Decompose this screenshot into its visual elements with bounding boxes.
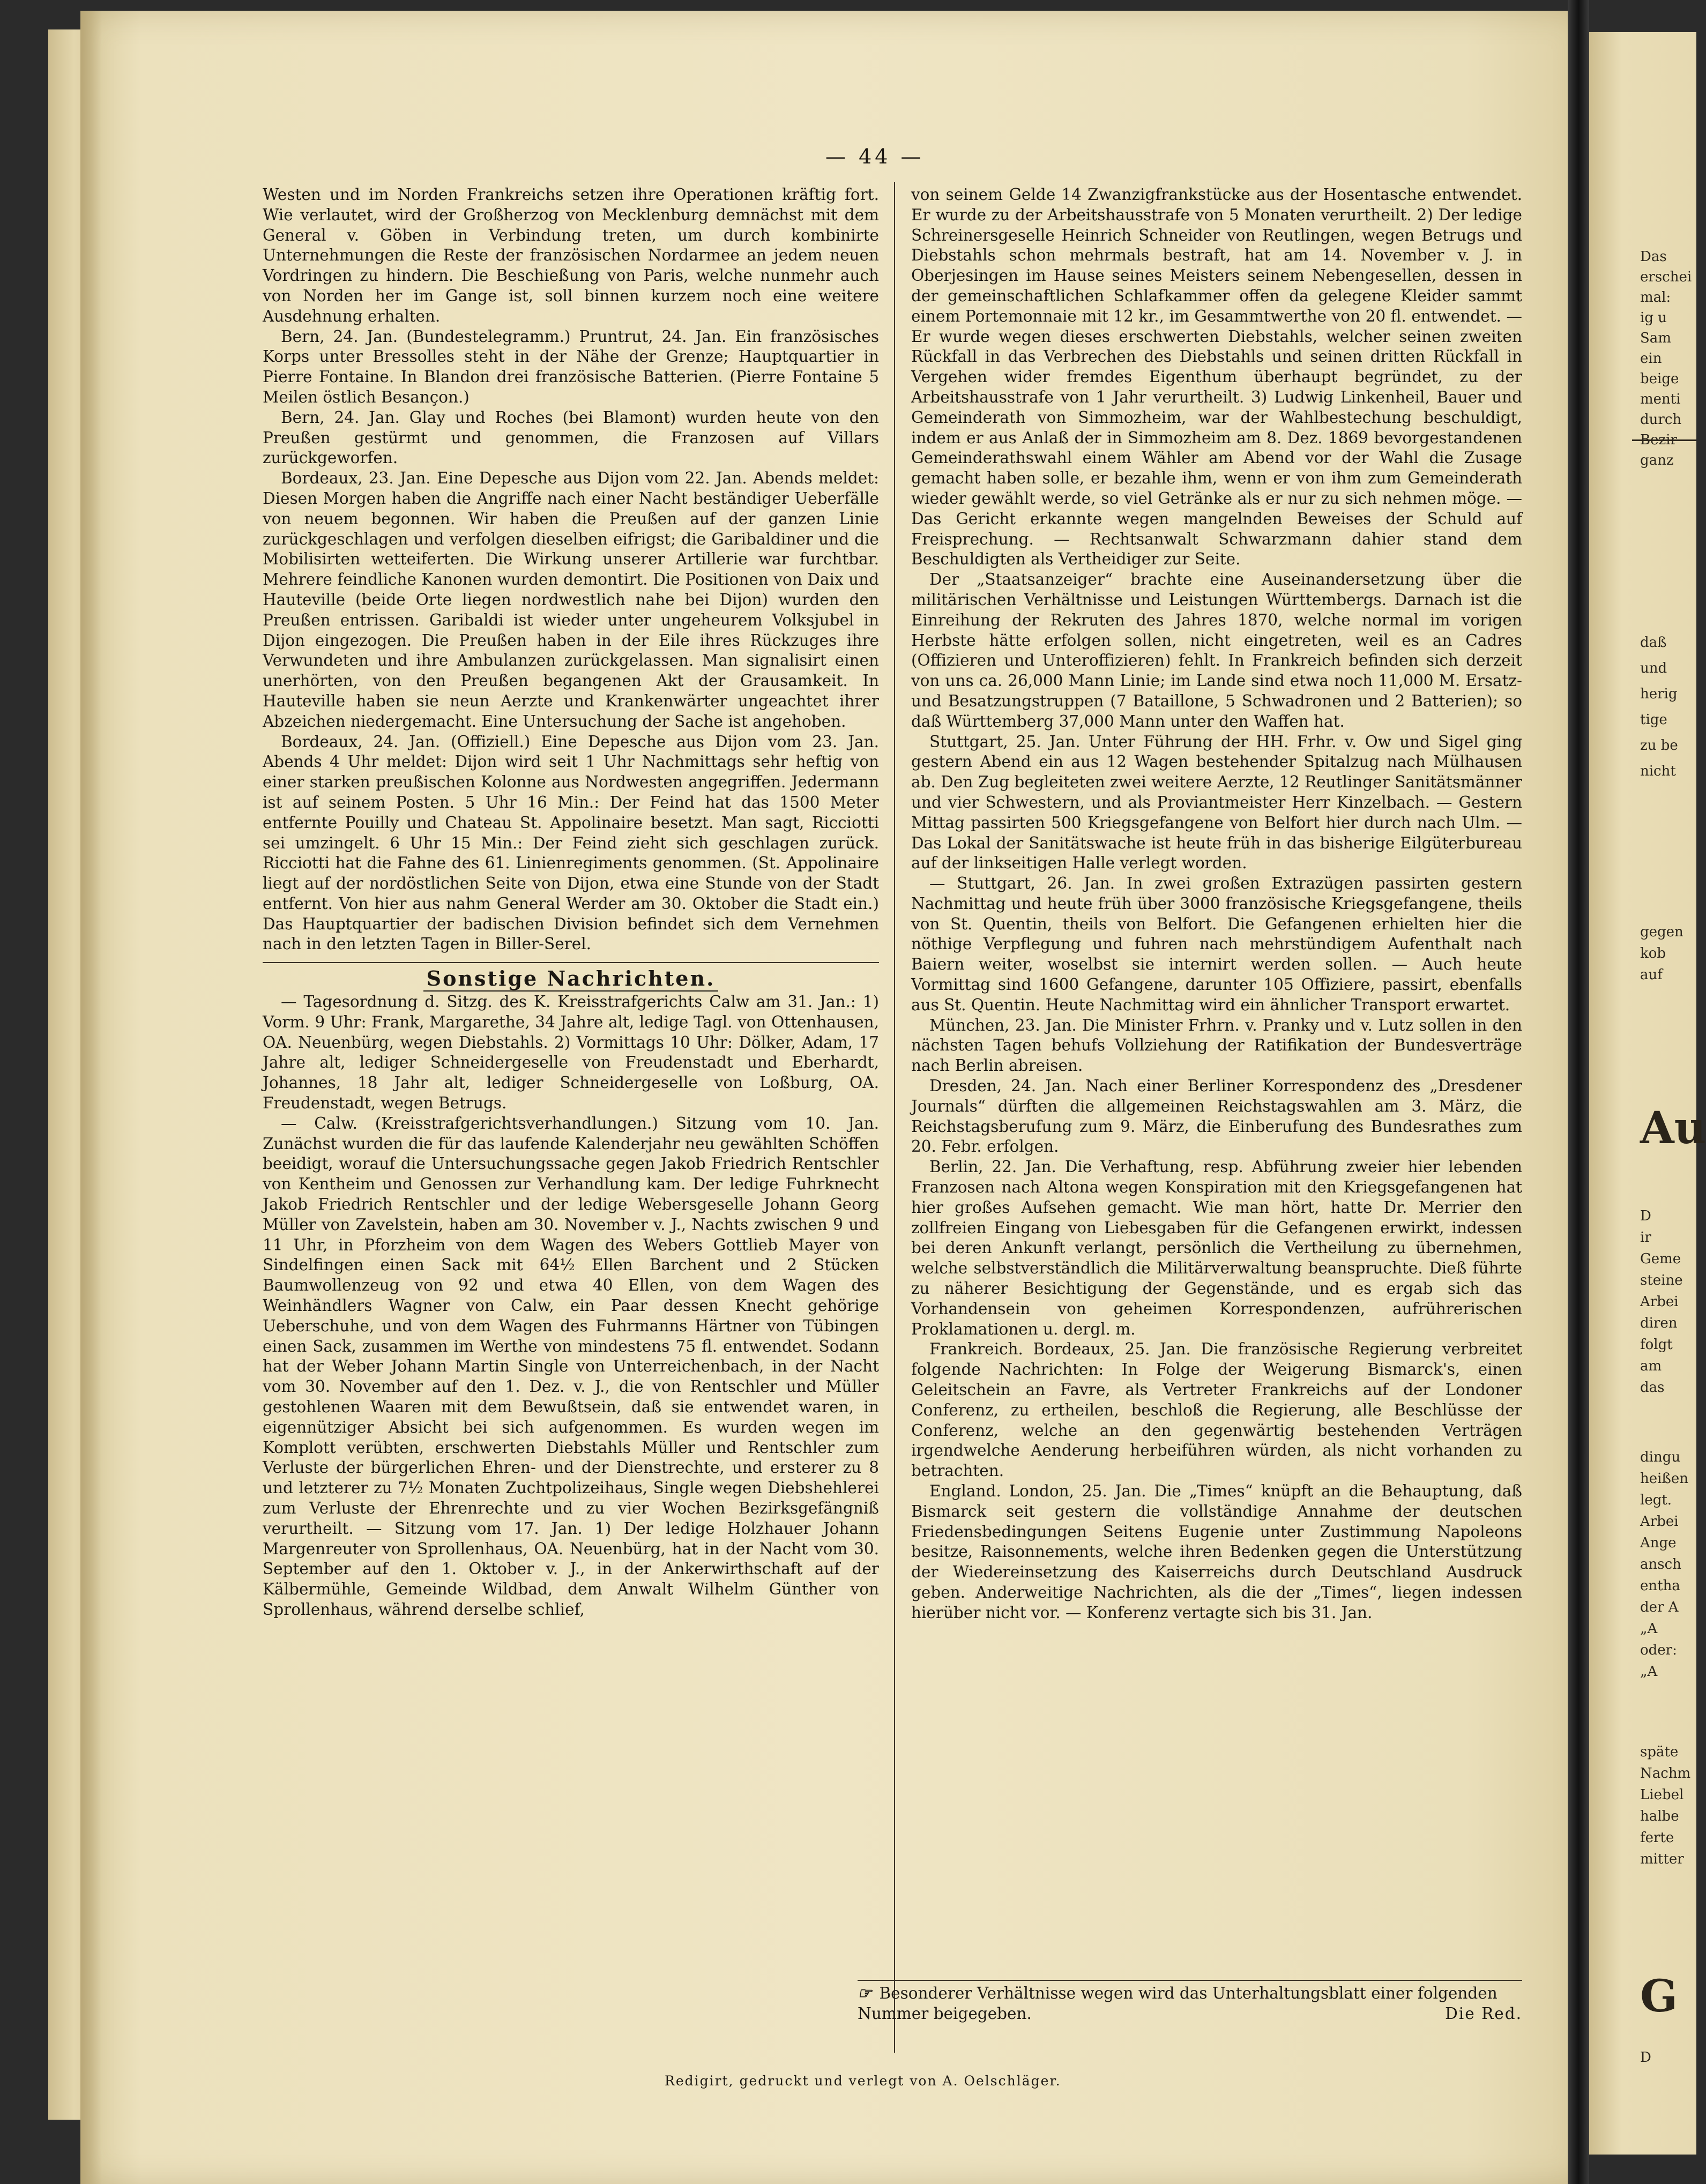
adjacent-text-fragment: Geme: [1640, 1251, 1681, 1267]
adjacent-text-fragment: halbe: [1640, 1808, 1679, 1824]
notice-text: Besonderer Verhältnisse wegen wird das Unterhaltungsblatt einer folgenden Nummer beigegeben.: [858, 1984, 1498, 2023]
adjacent-text-fragment: beige: [1640, 371, 1679, 387]
article-paragraph: England. London, 25. Jan. Die „Times“ knüpft an die Behauptung, daß Bismarck seit gestern die vollständige Annahme der deutschen Friedensbedingungen Seitens Eugenie unter Zustimmung Napoleons besitze, Raisonnements, welche ihren Bedenken gegen die Unterstützung der Wiedereinsetzung des Kaiserreichs durch Deutschland Ausdruck geben. Anderweitige Nachrichten, als die der „Times“, liegen indessen hierüber nicht vor. — Konferenz vertagte sich bis 31. Jan.: [911, 1482, 1522, 1622]
adjacent-text-fragment: „A: [1640, 1664, 1658, 1680]
adjacent-text-fragment: mitter: [1640, 1851, 1684, 1867]
right-column: [911, 185, 1522, 1623]
article-paragraph: Dresden, 24. Jan. Nach einer Berliner Korrespondenz des „Dresdener Journals“ dürften die allgemeinen Reichstagswahlen am 3. März, die Reichstagsberufung zum 9. März, die Einberufung des Bundesrathes zum 20. Febr. erfolgen.: [911, 1077, 1522, 1156]
adjacent-text-fragment: menti: [1640, 391, 1681, 407]
adjacent-text-fragment: dingu: [1640, 1449, 1681, 1465]
article-paragraph: Westen und im Norden Frankreichs setzen ihre Operationen kräftig fort. Wie verlautet, wird der Großherzog von Mecklenburg demnächst mit dem General v. Göben in Verbindung treten, um durch kombinirte Unternehmungen die Reste der französischen Nordarmee an jedem neuen Vordringen zu hindern. Die Beschießung von Paris, welche nunmehr auch von Norden her im Gange ist, soll binnen kurzem noch eine weitere Ausdehnung erhalten.: [263, 185, 879, 325]
article-paragraph: Der „Staatsanzeiger“ brachte eine Auseinandersetzung über die militärischen Verhältnisse und Leistungen Württembergs. Darnach ist die Einreihung der Rekruten des Jahres 1870, welche normal im vorigen Herbste hätte erfolgen sollen, nicht eingetreten, weil es an Cadres (Offizieren und Unteroffizieren) fehlt. In Frankreich befinden sich derzeit von uns ca. 26,000 Mann Linie; im Lande sind etwa noch 11,000 M. Ersatz- und Besatzungstruppen (7 Bataillone, 5 Schwadronen und 2 Batterien); so daß Württemberg 37,000 Mann unter den Waffen hat.: [911, 570, 1522, 731]
adjacent-text-fragment: oder:: [1640, 1642, 1677, 1658]
adjacent-text-fragment: zu be: [1640, 737, 1678, 754]
adjacent-text-fragment: daß: [1640, 635, 1667, 651]
left-column: [263, 185, 879, 1620]
adjacent-text-fragment: am: [1640, 1358, 1662, 1374]
article-paragraph: — Calw. (Kreisstrafgerichtsverhandlungen.) Sitzung vom 10. Jan. Zunächst wurden die für das laufende Kalenderjahr neu gewählten Schöffen beeidigt, worauf die Untersuchungssache gegen Jakob Friedrich Rentschler von Kentheim und Genossen zur Verhandlung kam. Der ledige Fuhrknecht Jakob Friedrich Rentschler und der ledige Webersgeselle Johann Georg Müller von Zavelstein, haben am 30. November v. J., Nachts zwischen 9 und 11 Uhr, in Pforzheim von dem Wagen des Webers Gottlieb Mayer von Sindelfingen einen Sack mit 64½ Ellen Barchent und 2 Stücken Baumwollenzeug von 92 und etwa 40 Ellen, von dem Wagen des Weinhändlers Wagner von Calw, ein Paar dessen Knecht gehörige Ueberschuhe, und von dem Wagen des Fuhrmanns Härtner von Tübingen einen Sack, zusammen im Werthe von mindestens 75 fl. entwendet. Sodann hat der Weber Johann Martin Single von Unterreichenbach, in der Nacht vom 30. November auf den 1. Dez. v. J., die von Rentschler und Müller gestohlenen Waaren mit dem Bewußtsein, daß sie entwendet waren, in eigennütziger Absicht bei sich aufgenommen. Es wurden wegen im Komplott verübten, erschwerten Diebstahls Müller und Rentschler zum Verluste der bürgerlichen Ehren- und der Dienstrechte, und ersterer zu 8 und letzterer zu 7½ Monaten Zuchtpolizeihaus, Single wegen Diebshehlerei zum Verluste der Ehrenrechte und zu vier Wochen Bezirksgefängniß verurtheilt. — Sitzung vom 17. Jan. 1) Der ledige Holzhauer Johann Margenreuter von Sprollenhaus, OA. Neuenbürg, hat in der Nacht vom 30. September auf den 1. Oktober v. J., in der Ankerwirthschaft auf der Kälbermühle, Gemeinde Wildbad, dem Anwalt Wilhelm Günther von Sprollenhaus, während derselbe schlief,: [263, 1114, 879, 1619]
section-divider: [263, 962, 879, 963]
page-gutter-shadow: [80, 11, 102, 2184]
adjacent-text-fragment: Das: [1640, 249, 1667, 265]
adjacent-text-fragment: kob: [1640, 945, 1666, 961]
page-number: — 44 —: [825, 145, 925, 168]
adjacent-text-fragment: Nachm: [1640, 1765, 1691, 1782]
article-paragraph: Bordeaux, 23. Jan. Eine Depesche aus Dijon vom 22. Jan. Abends meldet: Diesen Morgen haben die Angriffe nach einer Nacht beständiger Ueberfälle von neuem begonnen. Wir haben die Preußen auf der ganzen Linie zurückgeschlagen und verfolgen dieselben eifrigst; die Garibaldiner und die Mobilisirten wetteiferten. Die Wirkung unserer Artillerie war furchtbar. Mehrere feindliche Kanonen wurden demontirt. Die Positionen von Daix und Hauteville (beide Orte liegen nordwestlich nahe bei Dijon) wurden den Preußen entrissen. Garibaldi ist wieder unter ungeheurem Volksjubel in Dijon eingezogen. Die Preußen haben in der Eile ihres Rückzuges ihre Verwundeten und ihre Ambulanzen zurückgelassen. Man signalisirt einen unerhörten, von den Preußen begangenen Akt der Grausamkeit. In Hauteville haben sie neun Aerzte und Krankenwärter ungeachtet ihrer Abzeichen niedergemacht. Eine Untersuchung der Sache ist angehoben.: [263, 469, 879, 731]
adjacent-headline-a: Au: [1640, 1102, 1706, 1154]
adjacent-text-fragment: „A: [1640, 1621, 1658, 1637]
pointing-hand-icon: ☞: [858, 1984, 872, 2002]
adjacent-text-fragment: auf: [1640, 967, 1663, 983]
adjacent-text-fragment: und: [1640, 660, 1667, 676]
adjacent-text-fragment: ir: [1640, 1229, 1651, 1246]
article-paragraph: Frankreich. Bordeaux, 25. Jan. Die französische Regierung verbreitet folgende Nachrichten: In Folge der Weigerung Bismarck's, einen Geleitschein an Favre, als Vertreter Frankreichs auf der Londoner Conferenz, zu ertheilen, beschloß die Regierung, alle Beschlüsse der Conferenz, welche an den gegenwärtig bestehenden Verträgen irgendwelche Aenderung herbeiführen würden, als nicht vorhanden zu betrachten.: [911, 1340, 1522, 1480]
adjacent-text-fragment: erschei: [1640, 269, 1692, 285]
adjacent-text-fragment: Liebel: [1640, 1787, 1684, 1803]
adjacent-text-fragment: Ange: [1640, 1535, 1677, 1551]
adjacent-text-fragment: Arbei: [1640, 1294, 1679, 1310]
adjacent-text-fragment: tige: [1640, 712, 1667, 728]
section-title-text: Sonstige Nachrichten.: [423, 966, 719, 992]
adjacent-text-fragment: ferte: [1640, 1830, 1674, 1846]
adjacent-text-fragment: nicht: [1640, 763, 1676, 779]
column-rule: [894, 182, 895, 2053]
adjacent-text-fragment: gegen: [1640, 924, 1683, 940]
adjacent-text-fragment: Arbei: [1640, 1514, 1679, 1530]
adjacent-text-fragment: D: [1640, 1208, 1651, 1224]
article-paragraph: — Tagesordnung d. Sitzg. des K. Kreisstrafgerichts Calw am 31. Jan.: 1) Vorm. 9 Uhr: Frank, Margarethe, 34 Jahre alt, ledige Tagl. von Ottenhausen, OA. Neuenbürg, wegen Diebstahls. 2) Vormittags 10 Uhr: Dölker, Adam, 17 Jahre alt, lediger Schneidergeselle von Freudenstadt und Eberhardt, Johannes, 18 Jahr alt, lediger Schneidergeselle von Loßburg, OA. Freudenstadt, wegen Betrugs.: [263, 993, 879, 1113]
adjacent-text-fragment: ganz: [1640, 452, 1674, 468]
adjacent-text-fragment: ig u: [1640, 310, 1667, 326]
adjacent-text-fragment: folgt: [1640, 1337, 1673, 1353]
adjacent-text-fragment: der A: [1640, 1599, 1679, 1615]
adjacent-text-fragment: mal:: [1640, 289, 1671, 305]
adjacent-text-fragment: diren: [1640, 1315, 1678, 1331]
editorial-notice: [858, 1983, 1522, 2024]
imprint-line: Redigirt, gedruckt und verlegt von A. Oelschläger.: [665, 2073, 1061, 2089]
article-paragraph: Stuttgart, 25. Jan. Unter Führung der HH. Frhr. v. Ow und Sigel ging gestern Abend ein aus 12 Wagen bestehender Spitalzug nach Mülhausen ab. Den Zug begleiteten zwei weitere Aerzte, 12 Reutlinger Sanitätsmänner und vier Schwestern, und als Proviantmeister Herr Kinzelbach. — Gestern Mittag passirten 500 Kriegsgefangene von Belfort hier durch nach Ulm. — Das Lokal der Sanitätswache ist heute früh in das bisherige Eilgüterbureau auf der linkseitigen Halle verlegt worden.: [911, 732, 1522, 873]
article-paragraph: Bordeaux, 24. Jan. (Offiziell.) Eine Depesche aus Dijon vom 23. Jan. Abends 4 Uhr meldet: Dijon wird seit 1 Uhr Nachmittags sehr heftig von einer starken preußischen Kolonne aus Nordwesten angegriffen. Jedermann ist auf seinem Posten. 5 Uhr 16 Min.: Der Feind hat das 1500 Meter entfernte Pouilly und Chateau St. Appolinaire besetzt. Man sagt, Ricciotti sei umzingelt. 6 Uhr 15 Min.: Der Feind zieht sich geschlagen zurück. Ricciotti hat die Fahne des 61. Linienregiments genommen. (St. Appolinaire liegt auf der nordöstlichen Seite von Dijon, etwa eine Stunde von der Stadt entfernt. Von hier aus nahm General Werder am 30. Oktober die Stadt ein.) Das Hauptquartier der badischen Division befindet sich dem Vernehmen nach in den letzten Tagen in Biller-Serel.: [263, 732, 879, 953]
adjacent-text-fragment: ansch: [1640, 1556, 1681, 1572]
adjacent-text-fragment: steine: [1640, 1272, 1683, 1288]
adjacent-text-fragment: heißen: [1640, 1471, 1688, 1487]
adjacent-text-fragment: das: [1640, 1380, 1665, 1396]
section-title: [263, 968, 879, 989]
adjacent-page-fragment: [1589, 32, 1706, 2155]
adjacent-headline-b: G: [1640, 1971, 1678, 2022]
adjacent-text-fragment: herig: [1640, 686, 1678, 702]
article-paragraph: Bern, 24. Jan. Glay und Roches (bei Blamont) wurden heute von den Preußen gestürmt und genommen, die Franzosen auf Villars zurückgeworfen.: [263, 408, 879, 467]
article-paragraph: Berlin, 22. Jan. Die Verhaftung, resp. Abführung zweier hier lebenden Franzosen nach Altona wegen Konspiration mit den Kriegsgefangenen hat hier großes Aufsehen gemacht. Wie man hört, hatte Dr. Merrier den zollfreien Eingang von Liebesgaben für die Gefangenen erwirkt, indessen bei deren Ankunft verlangt, persönlich die Vertheilung zu übernehmen, welche selbstverständlich die Militärverwaltung beanspruchte. Dieß führte zu näherer Besichtigung der Gegenstände, und es ergab sich das Vorhandensein von geheimen Korrespondenzen, aufrührerischen Proklamationen u. dergl. m.: [911, 1158, 1522, 1338]
adjacent-text-fragment: Bezir: [1640, 432, 1677, 448]
adjacent-text-fragment: ein: [1640, 351, 1662, 367]
notice-divider: [858, 1980, 1522, 1981]
adjacent-text-fragment: entha: [1640, 1578, 1680, 1594]
book-binding: [1568, 0, 1589, 2184]
adjacent-text-fragment: späte: [1640, 1744, 1679, 1760]
notice-signature: Die Red.: [1445, 2004, 1522, 2023]
article-paragraph: von seinem Gelde 14 Zwanzigfrankstücke aus der Hosentasche entwendet. Er wurde zu der Arbeitshausstrafe von 5 Monaten verurtheilt. 2) Der ledige Schreinersgeselle Heinrich Schneider von Reutlingen, wegen Betrugs und Diebstahls schon mehrmals bestraft, hat am 14. November v. J. in Oberjesingen im Hause seines Meisters seinem Nebengesellen, dessen in der gemeinschaftlichen Schlafkammer offen da gelegene Kleider sammt einem Portemonnaie mit 12 kr., im Gesammtwerthe von 20 fl. entwendet. — Er wurde wegen dieses erschwerten Diebstahls, welcher seinen zweiten Rückfall in das Verbrechen des Diebstahls und seinen dritten Rückfall in Vergehen wider fremdes Eigenthum überhaupt begründet, zu der Arbeitshausstrafe von 1 Jahr verurtheilt. 3) Ludwig Linkenheil, Bauer und Gemeinderath von Simmozheim, war der Wahlbestechung beschuldigt, indem er aus Anlaß der in Simmozheim am 8. Dez. 1869 bevorgestandenen Gemeinderathswahl einem Wähler am Abend vor der Wahl die Zusage gemacht haben solle, er bezahle ihm, wenn er von ihm zum Gemeinderath wieder gewählt werde, so viel Getränke als er nur zu sich nehmen möge. — Das Gericht erkannte wegen mangelnden Beweises der Schuld auf Freisprechung. — Rechtsanwalt Schwarzmann dahier stand dem Beschuldigten als Vertheidiger zur Seite.: [911, 185, 1522, 569]
adjacent-text-fragment: durch: [1640, 412, 1682, 428]
article-paragraph: München, 23. Jan. Die Minister Frhrn. v. Pranky und v. Lutz sollen in den nächsten Tagen behufs Vollziehung der Ratifikation der Bundesverträge nach Berlin abreisen.: [911, 1016, 1522, 1075]
adjacent-text-fragment: Sam: [1640, 330, 1671, 346]
adjacent-text-fragment: D: [1640, 2049, 1651, 2066]
adjacent-text-fragment: legt.: [1640, 1492, 1672, 1508]
article-paragraph: — Stuttgart, 26. Jan. In zwei großen Extrazügen passirten gestern Nachmittag und heute früh über 3000 französische Kriegsgefangene, theils von St. Quentin, theils von Belfort. Die Gefangenen erhielten hier die nöthige Verpflegung und fuhren nach mehrstündigem Aufenthalt nach Baiern weiter, woselbst sie internirt werden sollen. — Auch heute Vormittag sind 1600 Gefangene, darunter 105 Offiziere, passirt, ebenfalls aus St. Quentin. Heute Nachmittag wird ein ähnlicher Transport erwartet.: [911, 874, 1522, 1014]
article-paragraph: Bern, 24. Jan. (Bundestelegramm.) Pruntrut, 24. Jan. Ein französisches Korps unter Bressolles steht in der Nähe der Grenze; Hauptquartier in Pierre Fontaine. In Blandon drei französische Batterien. (Pierre Fontaine 5 Meilen östlich Besançon.): [263, 327, 879, 406]
adjacent-rule: [1632, 439, 1696, 441]
